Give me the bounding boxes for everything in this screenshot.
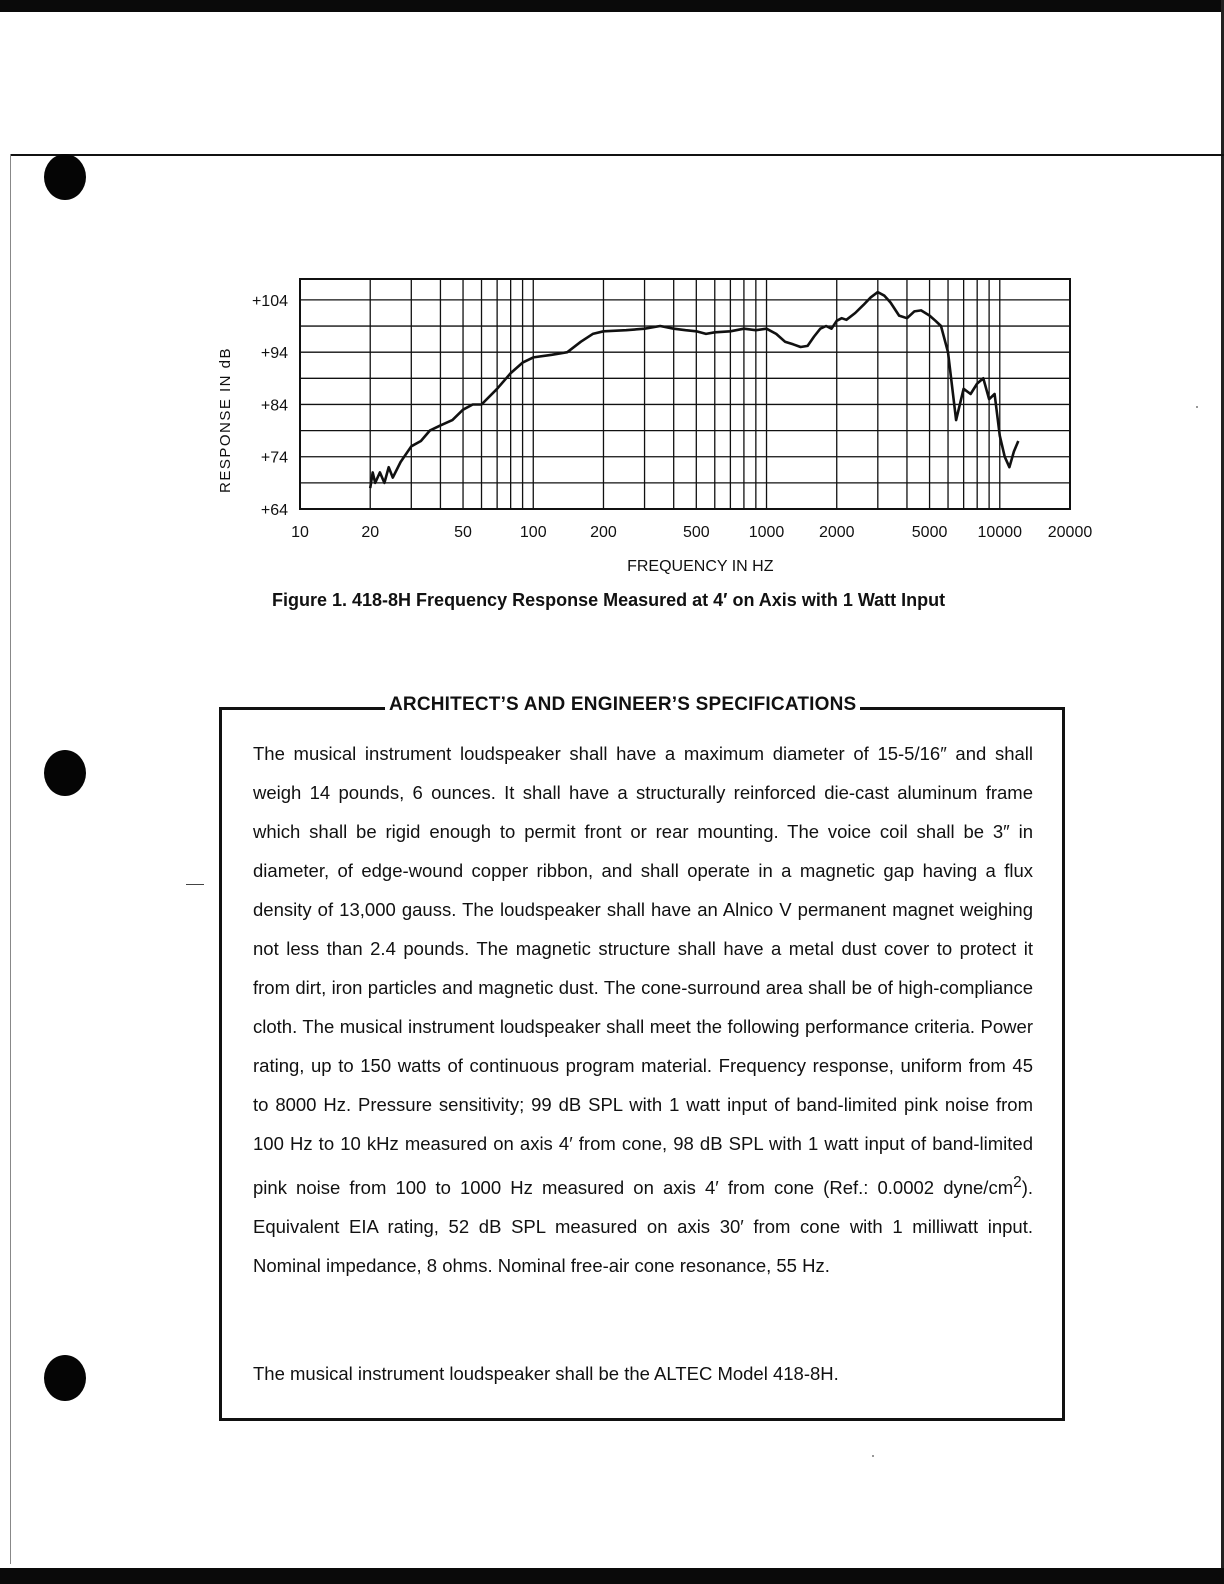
x-tick-label: 50 bbox=[454, 524, 472, 541]
x-tick-label: 2000 bbox=[818, 524, 855, 541]
spec-body-tail: ). Equivalent EIA rating, 52 dB SPL measured on axis 30′ from cone with 1 milliwatt input. Nominal impedance, 8 ohms. Nominal free-air cone resonance, 55 Hz. bbox=[253, 1177, 1033, 1277]
y-tick-label: +104 bbox=[251, 292, 288, 310]
x-tick-label: 10 bbox=[291, 524, 309, 541]
x-tick-label: 100 bbox=[519, 524, 547, 541]
chart-xlabel: FREQUENCY IN HZ bbox=[627, 558, 774, 575]
spec-body bbox=[253, 734, 1033, 1285]
x-tick-label: 200 bbox=[590, 524, 617, 541]
scan-speck bbox=[872, 1455, 874, 1457]
binder-hole-top bbox=[44, 154, 86, 200]
chart-tick-labels bbox=[252, 293, 1092, 541]
spec-body-superscript: 2 bbox=[1013, 1174, 1022, 1191]
figure-caption: Figure 1. 418-8H Frequency Response Measured at 4′ on Axis with 1 Watt Input bbox=[272, 590, 946, 610]
page-top-rule bbox=[10, 154, 1224, 156]
chart-frame bbox=[300, 279, 1070, 509]
spec-body-text: The musical instrument loudspeaker shall have a maximum diameter of 15-5/16″ and shall weigh 14 pounds, 6 ounces. It shall have a structurally reinforced die-cast aluminum frame which shall be rigid enough to permit front or rear mounting. The voice coil shall be 3″ in diameter, of edge-wound copper ribbon, and shall operate in a magnetic gap having a flux density of 13,000 gauss. The loudspeaker shall have an Alnico V permanent magnet weighing not less than 2.4 pounds. The magnetic structure shall have a metal dust cover to protect it from dirt, iron particles and magnetic dust. The cone-surround area shall be of high-compliance cloth. The musical instrument loudspeaker shall meet the following performance criteria. Power rating, up to 150 watts of continuous program material. Frequency response, uniform from 45 to 8000 Hz. Pressure sensitivity; 99 dB SPL with 1 watt input of band-limited pink noise from 100 Hz to 10 kHz measured on axis 4′ from cone, 98 dB SPL with 1 watt input of band-limited pink noise from 100 to 1000 Hz measured on axis 4′ from cone (Ref.: 0.0002 dyne/cm bbox=[253, 743, 1033, 1199]
y-tick-label: +74 bbox=[260, 449, 288, 467]
page-left-rule bbox=[10, 154, 11, 1564]
x-tick-label: 10000 bbox=[977, 524, 1023, 541]
x-tick-label: 20 bbox=[361, 524, 380, 541]
binder-hole-bottom bbox=[44, 1355, 86, 1401]
chart-ylabel: RESPONSE IN dB bbox=[217, 346, 234, 494]
x-tick-label: 20000 bbox=[1047, 524, 1093, 541]
x-tick-label: 1000 bbox=[748, 524, 785, 541]
response-curve bbox=[370, 292, 1018, 488]
x-tick-label: 5000 bbox=[911, 524, 948, 541]
frequency-response-chart bbox=[200, 255, 1110, 585]
y-tick-label: +84 bbox=[260, 397, 288, 415]
x-tick-label: 500 bbox=[682, 524, 710, 541]
y-tick-label: +64 bbox=[260, 502, 288, 519]
margin-tick bbox=[186, 884, 204, 885]
scan-edge-top bbox=[0, 0, 1224, 12]
chart-grid bbox=[300, 279, 1070, 509]
spec-title: ARCHITECT’S AND ENGINEER’S SPECIFICATIONS bbox=[385, 694, 860, 716]
spec-closing: The musical instrument loudspeaker shall be the ALTEC Model 418-8H. bbox=[253, 1363, 839, 1384]
binder-hole-middle bbox=[44, 750, 86, 796]
scan-speck bbox=[1196, 406, 1198, 408]
scan-edge-bottom bbox=[0, 1568, 1224, 1584]
y-tick-label: +94 bbox=[260, 345, 288, 363]
